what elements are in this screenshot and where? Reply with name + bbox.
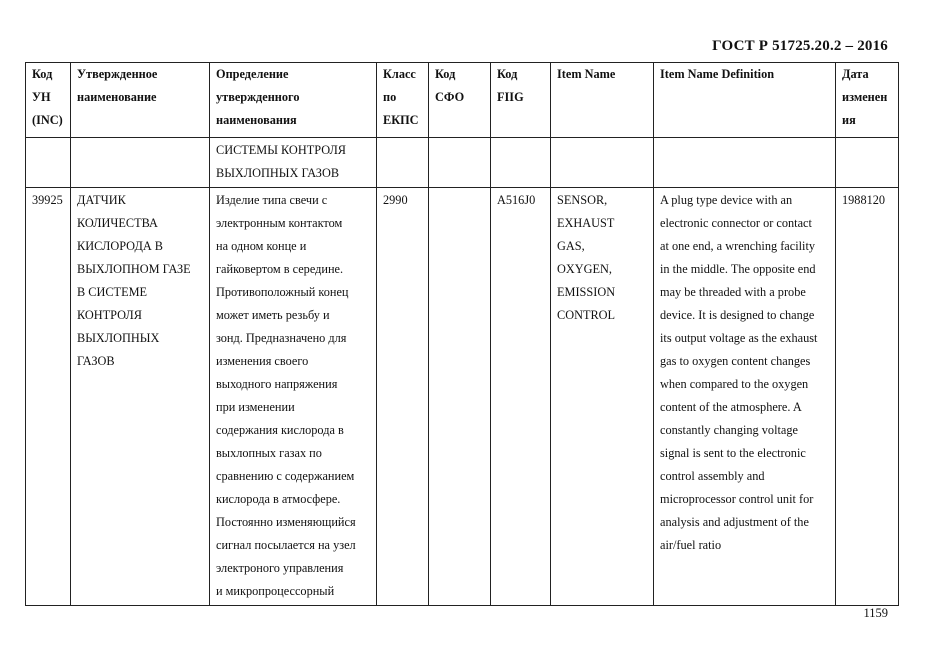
cell-definition-continued: СИСТЕМЫ КОНТРОЛЯ ВЫХЛОПНЫХ ГАЗОВ [210,138,377,188]
table-row-continuation [26,138,899,188]
table-header-row [26,63,899,138]
col-header-item-definition: Item Name Definition [654,63,836,138]
cell-empty [377,138,429,188]
cell-date: 1988120 [836,188,899,606]
col-header-definition: Определение утвержденного наименования [210,63,377,138]
cell-empty [71,138,210,188]
cell-definition: Изделие типа свечи с электронным контактом на одном конце и гайковертом в середине. Противоположный конец может иметь резьбу и зонд. Предназначено для изменения своего выходного напряжения при изменении содержания кислорода в выхлопных газах по сравнению с содержанием кислорода в атмосфере. Постоянно изменяющийся сигнал посылается на узел электроного управления и микропроцессорный [210,188,377,606]
cell-class: 2990 [377,188,429,606]
cell-fiig: A516J0 [491,188,551,606]
col-header-inc: Код УН (INC) [26,63,71,138]
cell-sfo [429,188,491,606]
cell-empty [26,138,71,188]
col-header-date: Дата изменен ия [836,63,899,138]
col-header-item-name: Item Name [551,63,654,138]
cell-item-name: SENSOR, EXHAUST GAS, OXYGEN, EMISSION CONTROL [551,188,654,606]
cell-item-definition: A plug type device with an electronic connector or contact at one end, a wrenching facility in the middle. The opposite end may be threaded with a probe device. It is designed to change its output voltage as the exhaust gas to oxygen content changes when compared to the oxygen content of the atmosphere. A constantly changing voltage signal is sent to the electronic control assembly and microprocessor control unit for analysis and adjustment of the air/fuel ratio [654,188,836,606]
page-number: 1159 [863,606,888,620]
cell-empty [491,138,551,188]
cell-empty [836,138,899,188]
cell-empty [551,138,654,188]
cell-empty [654,138,836,188]
standard-header: ГОСТ Р 51725.20.2 – 2016 [712,38,888,54]
cell-approved-name: ДАТЧИК КОЛИЧЕСТВА КИСЛОРОДА В ВЫХЛОПНОМ ГАЗЕ В СИСТЕМЕ КОНТРОЛЯ ВЫХЛОПНЫХ ГАЗОВ [71,188,210,606]
cell-inc-code: 39925 [26,188,71,606]
inc-table [25,62,899,606]
cell-empty [429,138,491,188]
table-row [26,188,899,606]
col-header-sfo: Код СФО [429,63,491,138]
col-header-class: Класс по ЕКПС [377,63,429,138]
col-header-approved-name: Утвержденное наименование [71,63,210,138]
col-header-fiig: Код FIIG [491,63,551,138]
